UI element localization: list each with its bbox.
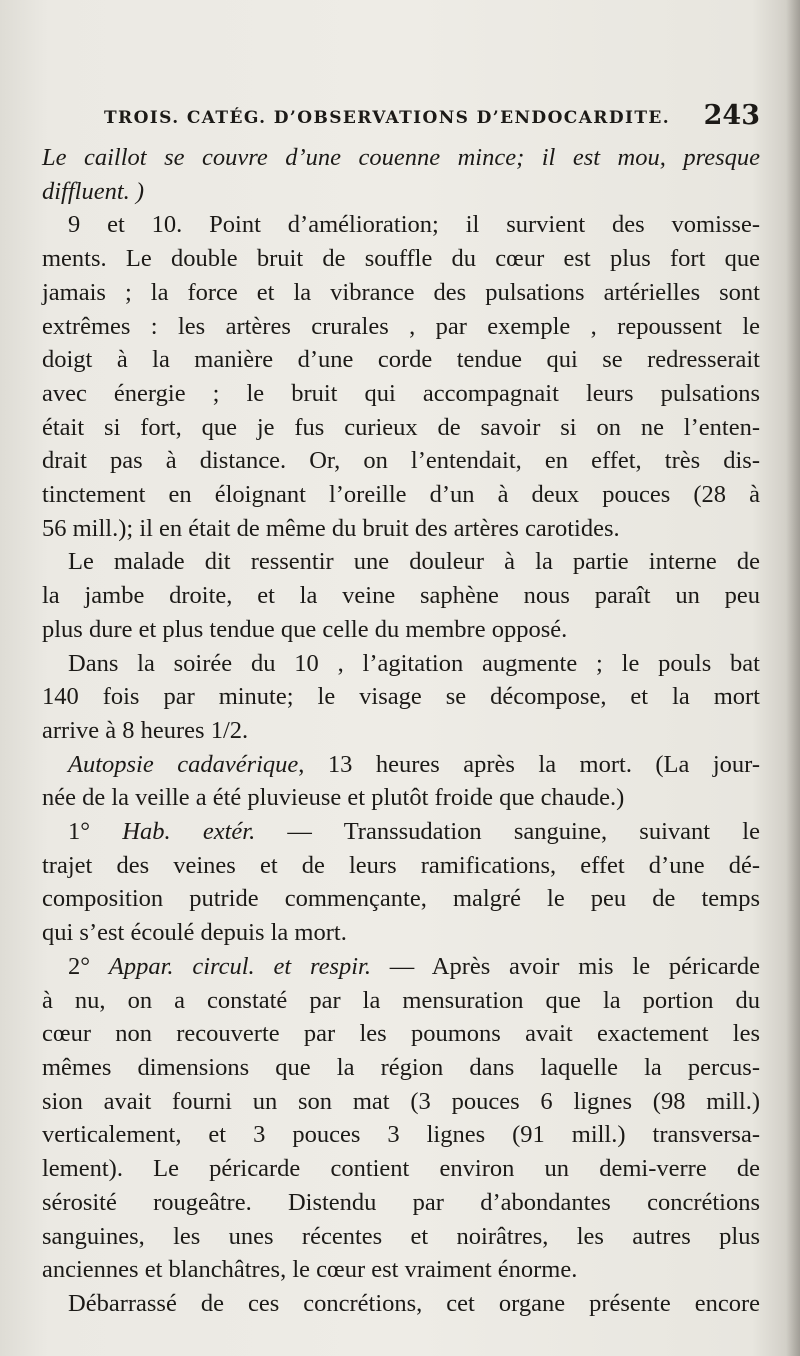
text-line: Le malade dit ressentir une douleur à la partie interne de — [68, 548, 760, 576]
text-span: 1° — [68, 818, 123, 846]
text-line — [42, 748, 760, 782]
text-line: 56 mill.); il en était de même du bruit des artères carotides. — [42, 514, 620, 542]
text-line: trajet des veines et de leurs ramifications, effet d’une dé- — [42, 851, 760, 879]
running-head: TROIS. CATÉG. D’OBSERVATIONS D’ENDOCARDITE. — [104, 108, 671, 128]
text-line: mêmes dimensions que la région dans laquelle la percus- — [42, 1053, 760, 1081]
text-line: était si fort, que je fus curieux de savoir si on ne l’enten- — [42, 413, 760, 441]
text-line: née de la veille a été pluvieuse et plutôt froide que chaude.) — [42, 784, 625, 812]
text-line: Dans la soirée du 10 , l’agitation augmente ; le pouls bat — [68, 649, 760, 677]
page-number: 243 — [703, 100, 760, 131]
text-line: drait pas à distance. Or, on l’entendait, en effet, très dis- — [42, 447, 760, 475]
section-heading-italic: Hab. extér. — [122, 818, 256, 846]
text-line: extrêmes : les artères crurales , par exemple , repoussent le — [42, 312, 760, 340]
text-line: qui s’est écoulé depuis la mort. — [42, 919, 347, 947]
section-heading-italic: Appar. circul. et respir. — [108, 952, 371, 980]
text-line: jamais ; la force et la vibrance des pulsations artérielles sont — [42, 278, 760, 306]
text-line: plus dure et plus tendue que celle du membre opposé. — [42, 615, 568, 643]
page-header — [42, 100, 760, 132]
text-span: 2° — [68, 952, 109, 980]
text-line: ments. Le double bruit de souffle du cœur est plus fort que — [42, 245, 760, 273]
text-line: Le caillot se couvre d’une couenne mince; il est mou, presque — [42, 144, 760, 171]
text-line — [42, 950, 760, 984]
text-line: doigt à la manière d’une corde tendue qui se redresserait — [42, 346, 760, 374]
text-line: verticalement, et 3 pouces 3 lignes (91 mill.) transversa- — [42, 1121, 760, 1149]
text-span: , 13 heures après la mort. (La jour- — [298, 750, 760, 778]
text-line: composition putride commençante, malgré le peu de temps — [42, 885, 760, 913]
text-line: la jambe droite, et la veine saphène nous paraît un peu — [42, 582, 760, 610]
text-line: 9 et 10. Point d’amélioration; il survient des vomisse- — [68, 211, 760, 239]
text-line: avec énergie ; le bruit qui accompagnait leurs pulsations — [42, 379, 760, 407]
text-line: 140 fois par minute; le visage se décompose, et la mort — [42, 683, 760, 711]
text-line: tinctement en éloignant l’oreille d’un à deux pouces (28 à — [42, 481, 760, 509]
text-line: lement). Le péricarde contient environ un demi-verre de — [42, 1155, 760, 1183]
text-line: diffluent. ) — [42, 177, 145, 205]
text-line: à nu, on a constaté par la mensuration que la portion du — [42, 986, 760, 1014]
body-text — [42, 141, 760, 1321]
text-line: sion avait fourni un son mat (3 pouces 6 lignes (98 mill.) — [42, 1087, 760, 1115]
text-line: sanguines, les unes récentes et noirâtres, les autres plus — [42, 1222, 760, 1250]
text-line: sérosité rougeâtre. Distendu par d’abondantes concrétions — [42, 1188, 760, 1216]
text-line: arrive à 8 heures 1/2. — [42, 716, 249, 744]
text-line — [42, 815, 760, 849]
page-edge-shadow — [786, 0, 800, 1356]
text-span: — Après avoir mis le péricarde — [371, 952, 760, 980]
text-line: Débarrassé de ces concrétions, cet organe présente encore — [68, 1289, 760, 1317]
section-heading-italic: Autopsie cadavérique — [68, 750, 299, 778]
text-line: anciennes et blanchâtres, le cœur est vraiment énorme. — [42, 1256, 578, 1284]
text-span: — Transsudation sanguine, suivant le — [255, 818, 760, 846]
text-line: cœur non recouverte par les poumons avait exactement les — [42, 1020, 760, 1048]
